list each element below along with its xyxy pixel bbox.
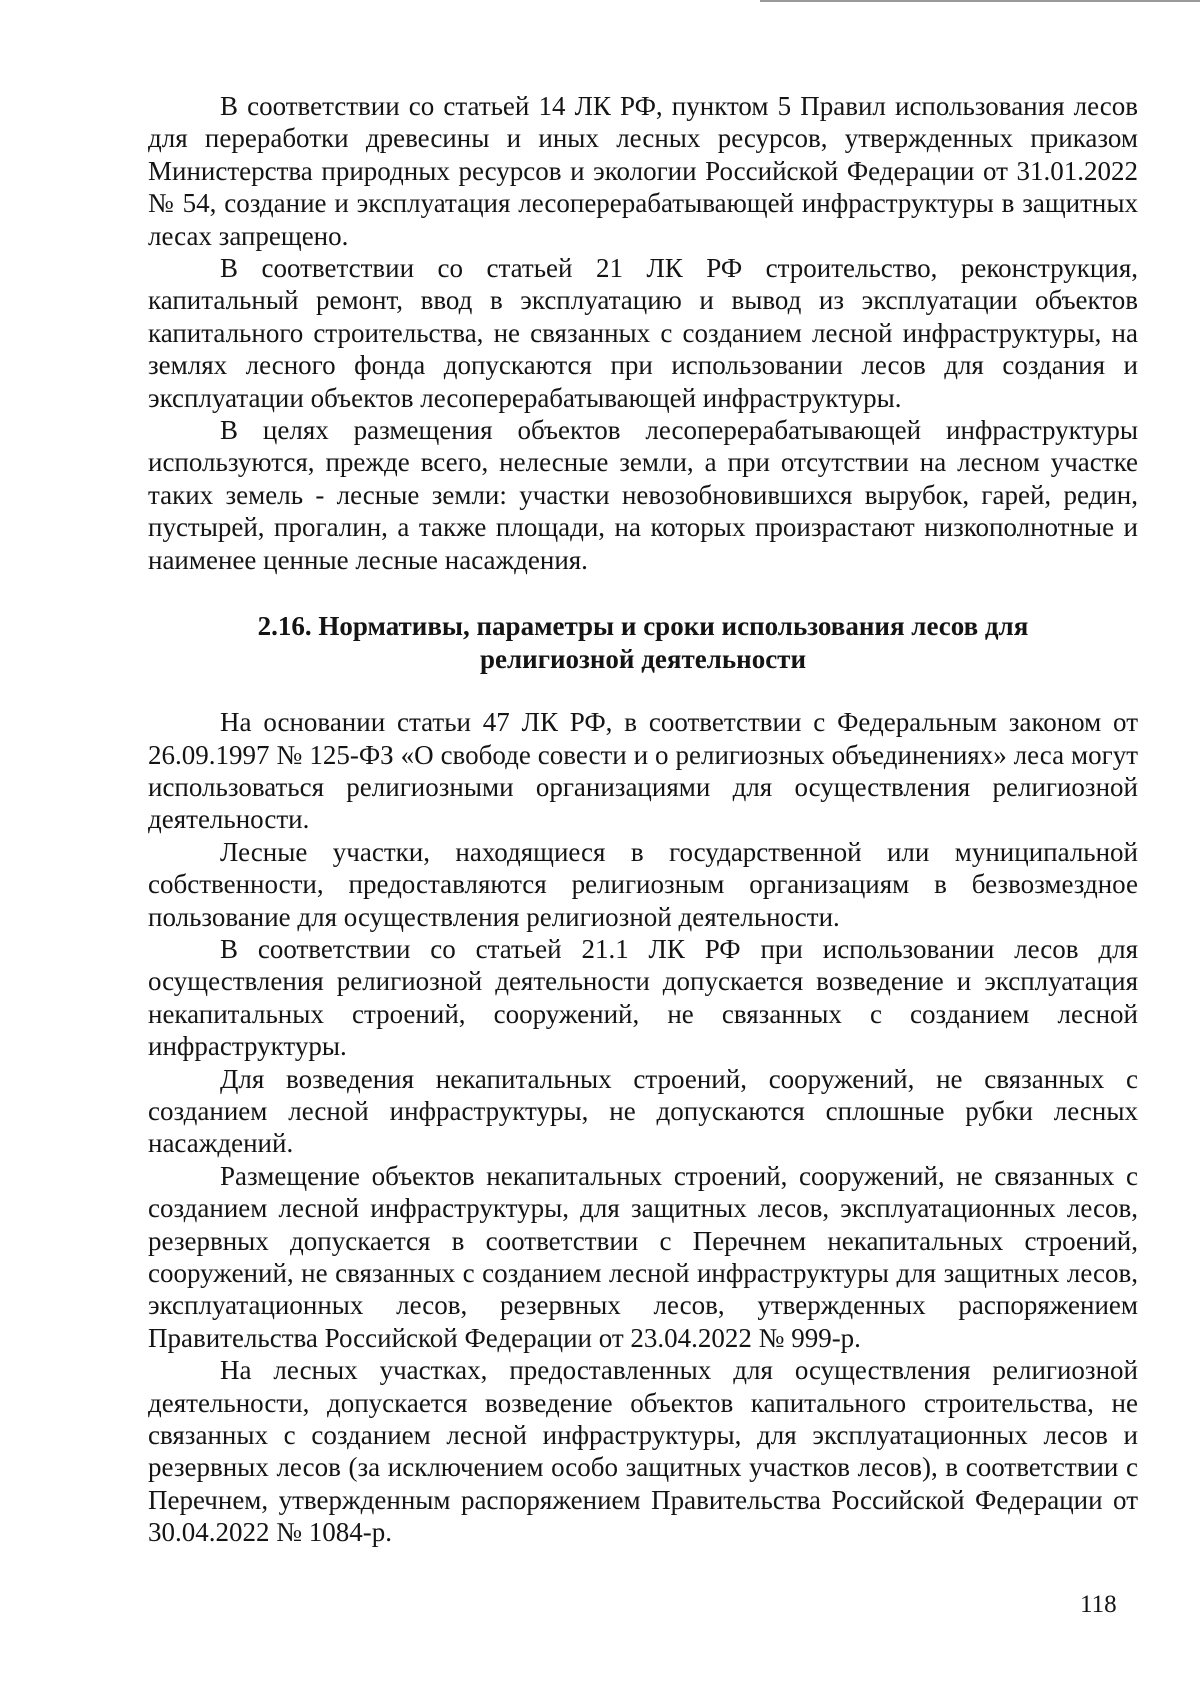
document-page	[148, 90, 1138, 1549]
scan-edge-line	[760, 0, 1200, 2]
paragraph: В соответствии со статьей 21 ЛК РФ строительство, реконструкция, капитальный ремонт, ввод в эксплуатацию и вывод из эксплуатации объектов капитального строительства, не связанных с созданием лесной инфраструктуры, на землях лесного фонда допускаются при использовании лесов для создания и эксплуатации объектов лесоперерабатывающей инфраструктуры.	[148, 253, 1138, 413]
page-number: 118	[1080, 1591, 1117, 1618]
paragraph: Размещение объектов некапитальных строений, сооружений, не связанных с созданием лесной инфраструктуры, для защитных лесов, эксплуатационных лесов, резервных допускается в соответствии с Перечнем некапитальных строений, сооружений, не связанных с созданием лесной инфраструктуры для защитных лесов, эксплуатационных лесов, резервных лесов, утвержденных распоряжением Правительства Российской Федерации от 23.04.2022 № 999-р.	[148, 1160, 1138, 1353]
paragraph: На лесных участках, предоставленных для осуществления религиозной деятельности, допускается возведение объектов капитального строительства, не связанных с созданием лесной инфраструктуры, для эксплуатационных лесов и резервных лесов (за исключением особо защитных участков лесов), в соответствии с Перечнем, утвержденным распоряжением Правительства Российской Федерации от 30.04.2022 № 1084-р.	[148, 1355, 1138, 1548]
paragraph: Лесные участки, находящиеся в государственной или муниципальной собственности, предоставляются религиозным организациям в безвозмездное пользование для осуществления религиозной деятельности.	[148, 836, 1138, 932]
paragraph: Для возведения некапитальных строений, сооружений, не связанных с созданием лесной инфраструктуры, не допускаются сплошные рубки лесных насаждений.	[148, 1063, 1138, 1159]
paragraph: В целях размещения объектов лесоперерабатывающей инфраструктуры используются, прежде всего, нелесные земли, а при отсутствии на лесном участке таких земель - лесные земли: участки невозобновившихся вырубок, гарей, редин, пустырей, прогалин, а также площади, на которых произрастают низкополнотные и наименее ценные лесные насаждения.	[148, 415, 1138, 575]
paragraph: В соответствии со статьей 14 ЛК РФ, пунктом 5 Правил использования лесов для переработки древесины и иных лесных ресурсов, утвержденных приказом Министерства природных ресурсов и экологии Российской Федерации от 31.01.2022 № 54, создание и эксплуатация лесоперерабатывающей инфраструктуры в защитных лесах запрещено.	[148, 91, 1138, 251]
paragraph: В соответствии со статьей 21.1 ЛК РФ при использовании лесов для осуществления религиозной деятельности допускается возведение и эксплуатация некапитальных строений, сооружений, не связанных с созданием лесной инфраструктуры.	[148, 933, 1138, 1062]
section-heading: 2.16. Нормативы, параметры и сроки использования лесов для религиозной деятельности	[257, 611, 1029, 675]
paragraph: На основании статьи 47 ЛК РФ, в соответствии с Федеральным законом от 26.09.1997 № 125-ФЗ «О свободе совести и о религиозных объединениях» леса могут использоваться религиозными организациями для осуществления религиозной деятельности.	[148, 707, 1138, 835]
